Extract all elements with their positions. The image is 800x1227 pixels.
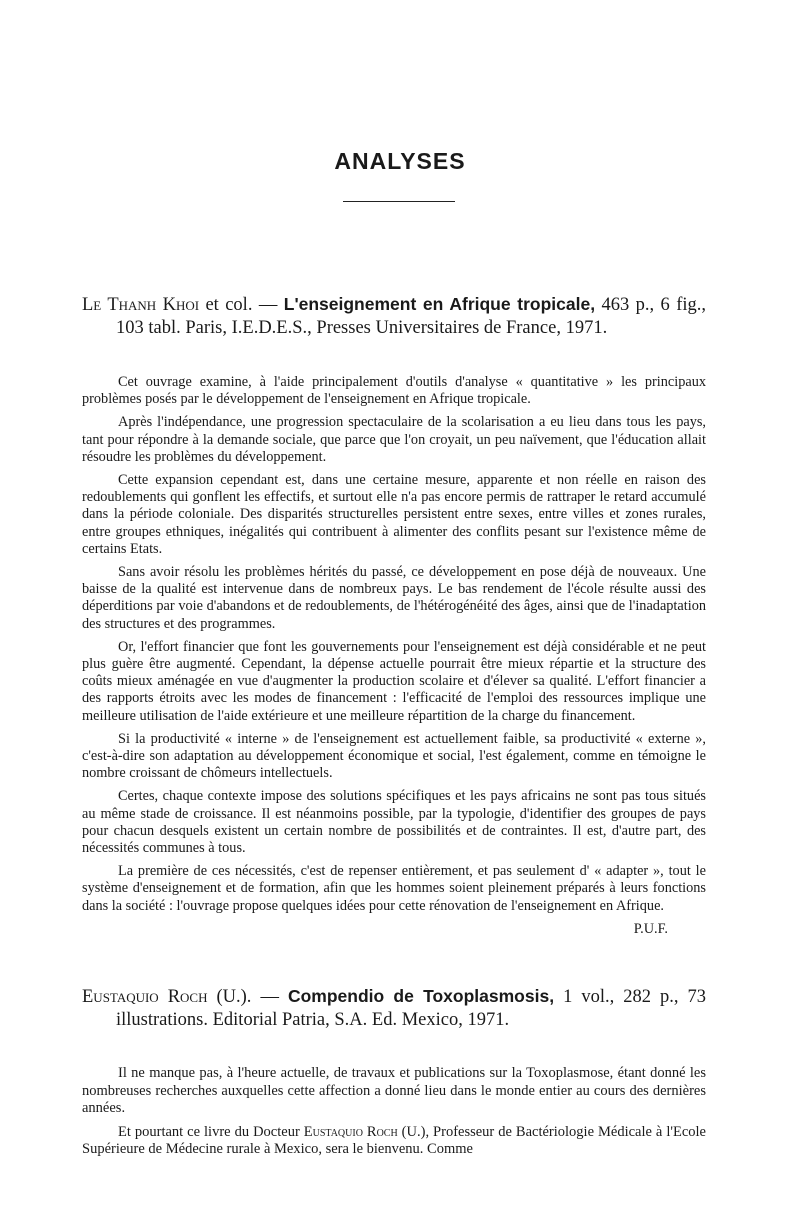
section-title: ANALYSES xyxy=(334,148,466,174)
book-title: L'enseignement en Afrique tropicale, xyxy=(283,294,596,314)
paragraph-rest: (U.), Professeur de Bactériologie Médicale à l'Ecole Supérieure de Médecine rurale à Mexico, sera le bienvenu. Comme xyxy=(82,1123,706,1158)
review-paragraph xyxy=(82,1124,706,1159)
review-paragraph: Certes, chaque contexte impose des solutions spécifiques et les pays africains ne sont pas tous situés au même stade de croissance. Il est néanmoins possible, par la typologie, d'identifier des groupes de pays pour chacun desquels existent un certain nombre de possibilités et de contraintes. Il est, d'autre part, des nécessités communes à tous. xyxy=(82,788,706,857)
book-title: Compendio de Toxoplasmosis, xyxy=(287,986,555,1006)
review-paragraph: Cette expansion cependant est, dans une certaine mesure, apparente et non réelle en raison des redoublements qui gonflent les effectifs, et surtout elle n'a pas encore permis de rattraper le retard accumulé dans la période coloniale. Des disparités structurelles persistent entre sexes, entre villes et zones rurales, entre groupes ethniques, inégalités qui contribuent à alimenter des conflits pesant sur l'existence même de certains Etats. xyxy=(82,472,706,557)
book-details: 463 p., 6 fig., 103 tabl. Paris, I.E.D.E.S., Presses Universitaires de France, 1971. xyxy=(116,295,706,338)
review-paragraph: Après l'indépendance, une progression spectaculaire de la scolarisation a eu lieu dans tous les pays, tant pour répondre à la demande sociale, que parce que l'on croyait, un peu naïvement, que l'éducation allait résoudre les problèmes du développement. xyxy=(82,414,706,465)
review-paragraph: Sans avoir résolu les problèmes hérités du passé, ce développement en pose déjà de nouveaux. Une baisse de la qualité est intervenue dans de nombreux pays. Le bas rendement de l'école résulte aussi des déperditions par voie d'abandons et de redoublements, de l'hétérogénéité des âges, ainsi que de l'inadaptation des structures et des programmes. xyxy=(82,564,706,632)
review-paragraph: La première de ces nécessités, c'est de repenser entièrement, et pas seulement d' « adapter », tout le système d'enseignement et de formation, afin que les hommes soient pleinement préparés à leurs fonctions dans la société : l'ouvrage propose quelques idées pour cette rénovation de l'enseignement en Afrique. xyxy=(82,863,706,914)
review-entry xyxy=(82,985,706,1165)
review-paragraph: Si la productivité « interne » de l'enseignement est actuellement faible, sa productivité « externe », c'est-à-dire son adaptation au développement économique et social, l'est également, comme en témoigne le nombre croissant de chômeurs intellectuels. xyxy=(82,730,706,782)
paragraph-start: Et pourtant ce livre du Docteur xyxy=(118,1123,304,1140)
review-author: Eustaquio Roch xyxy=(82,987,208,1007)
review-paragraph: Cet ouvrage examine, à l'aide principalement d'outils d'analyse « quantitative » les principaux problèmes posés par le développement de l'enseignement en Afrique tropicale. xyxy=(82,374,706,408)
inline-author: Eustaquio Roch xyxy=(303,1123,398,1140)
review-citation xyxy=(82,293,706,340)
review-citation xyxy=(82,985,706,1032)
review-signature: P.U.F. xyxy=(633,920,668,937)
review-entry xyxy=(82,293,706,938)
review-paragraph: Il ne manque pas, à l'heure actuelle, de travaux et publications sur la Toxoplasmose, étant donné les nombreuses recherches auxquelles cette affection a donné lieu dans le monde entier au cours des dernières années. xyxy=(82,1065,706,1117)
author-suffix: et col. — xyxy=(199,295,284,315)
review-author: Le Thanh Khoi xyxy=(82,295,200,315)
author-suffix: (U.). — xyxy=(207,987,288,1007)
title-divider xyxy=(343,201,455,202)
review-body xyxy=(82,1065,706,1159)
book-details: 1 vol., 282 p., 73 illustrations. Editorial Patria, S.A. Ed. Mexico, 1971. xyxy=(116,987,706,1030)
review-body xyxy=(82,374,706,915)
review-paragraph: Or, l'effort financier que font les gouvernements pour l'enseignement est déjà considérable et ne peut plus guère être augmenté. Cependant, la dépense actuelle pourrait être mieux répartie et la structure des coûts mieux aménagée en vue d'augmenter la production scolaire et d'élever sa qualité. L'effort financier a des rapports étroits avec les modes de financement : l'efficacité de l'emploi des ressources implique une meilleure utilisation de l'aide extérieure et une meilleure répartition de la charge du financement. xyxy=(82,638,706,724)
